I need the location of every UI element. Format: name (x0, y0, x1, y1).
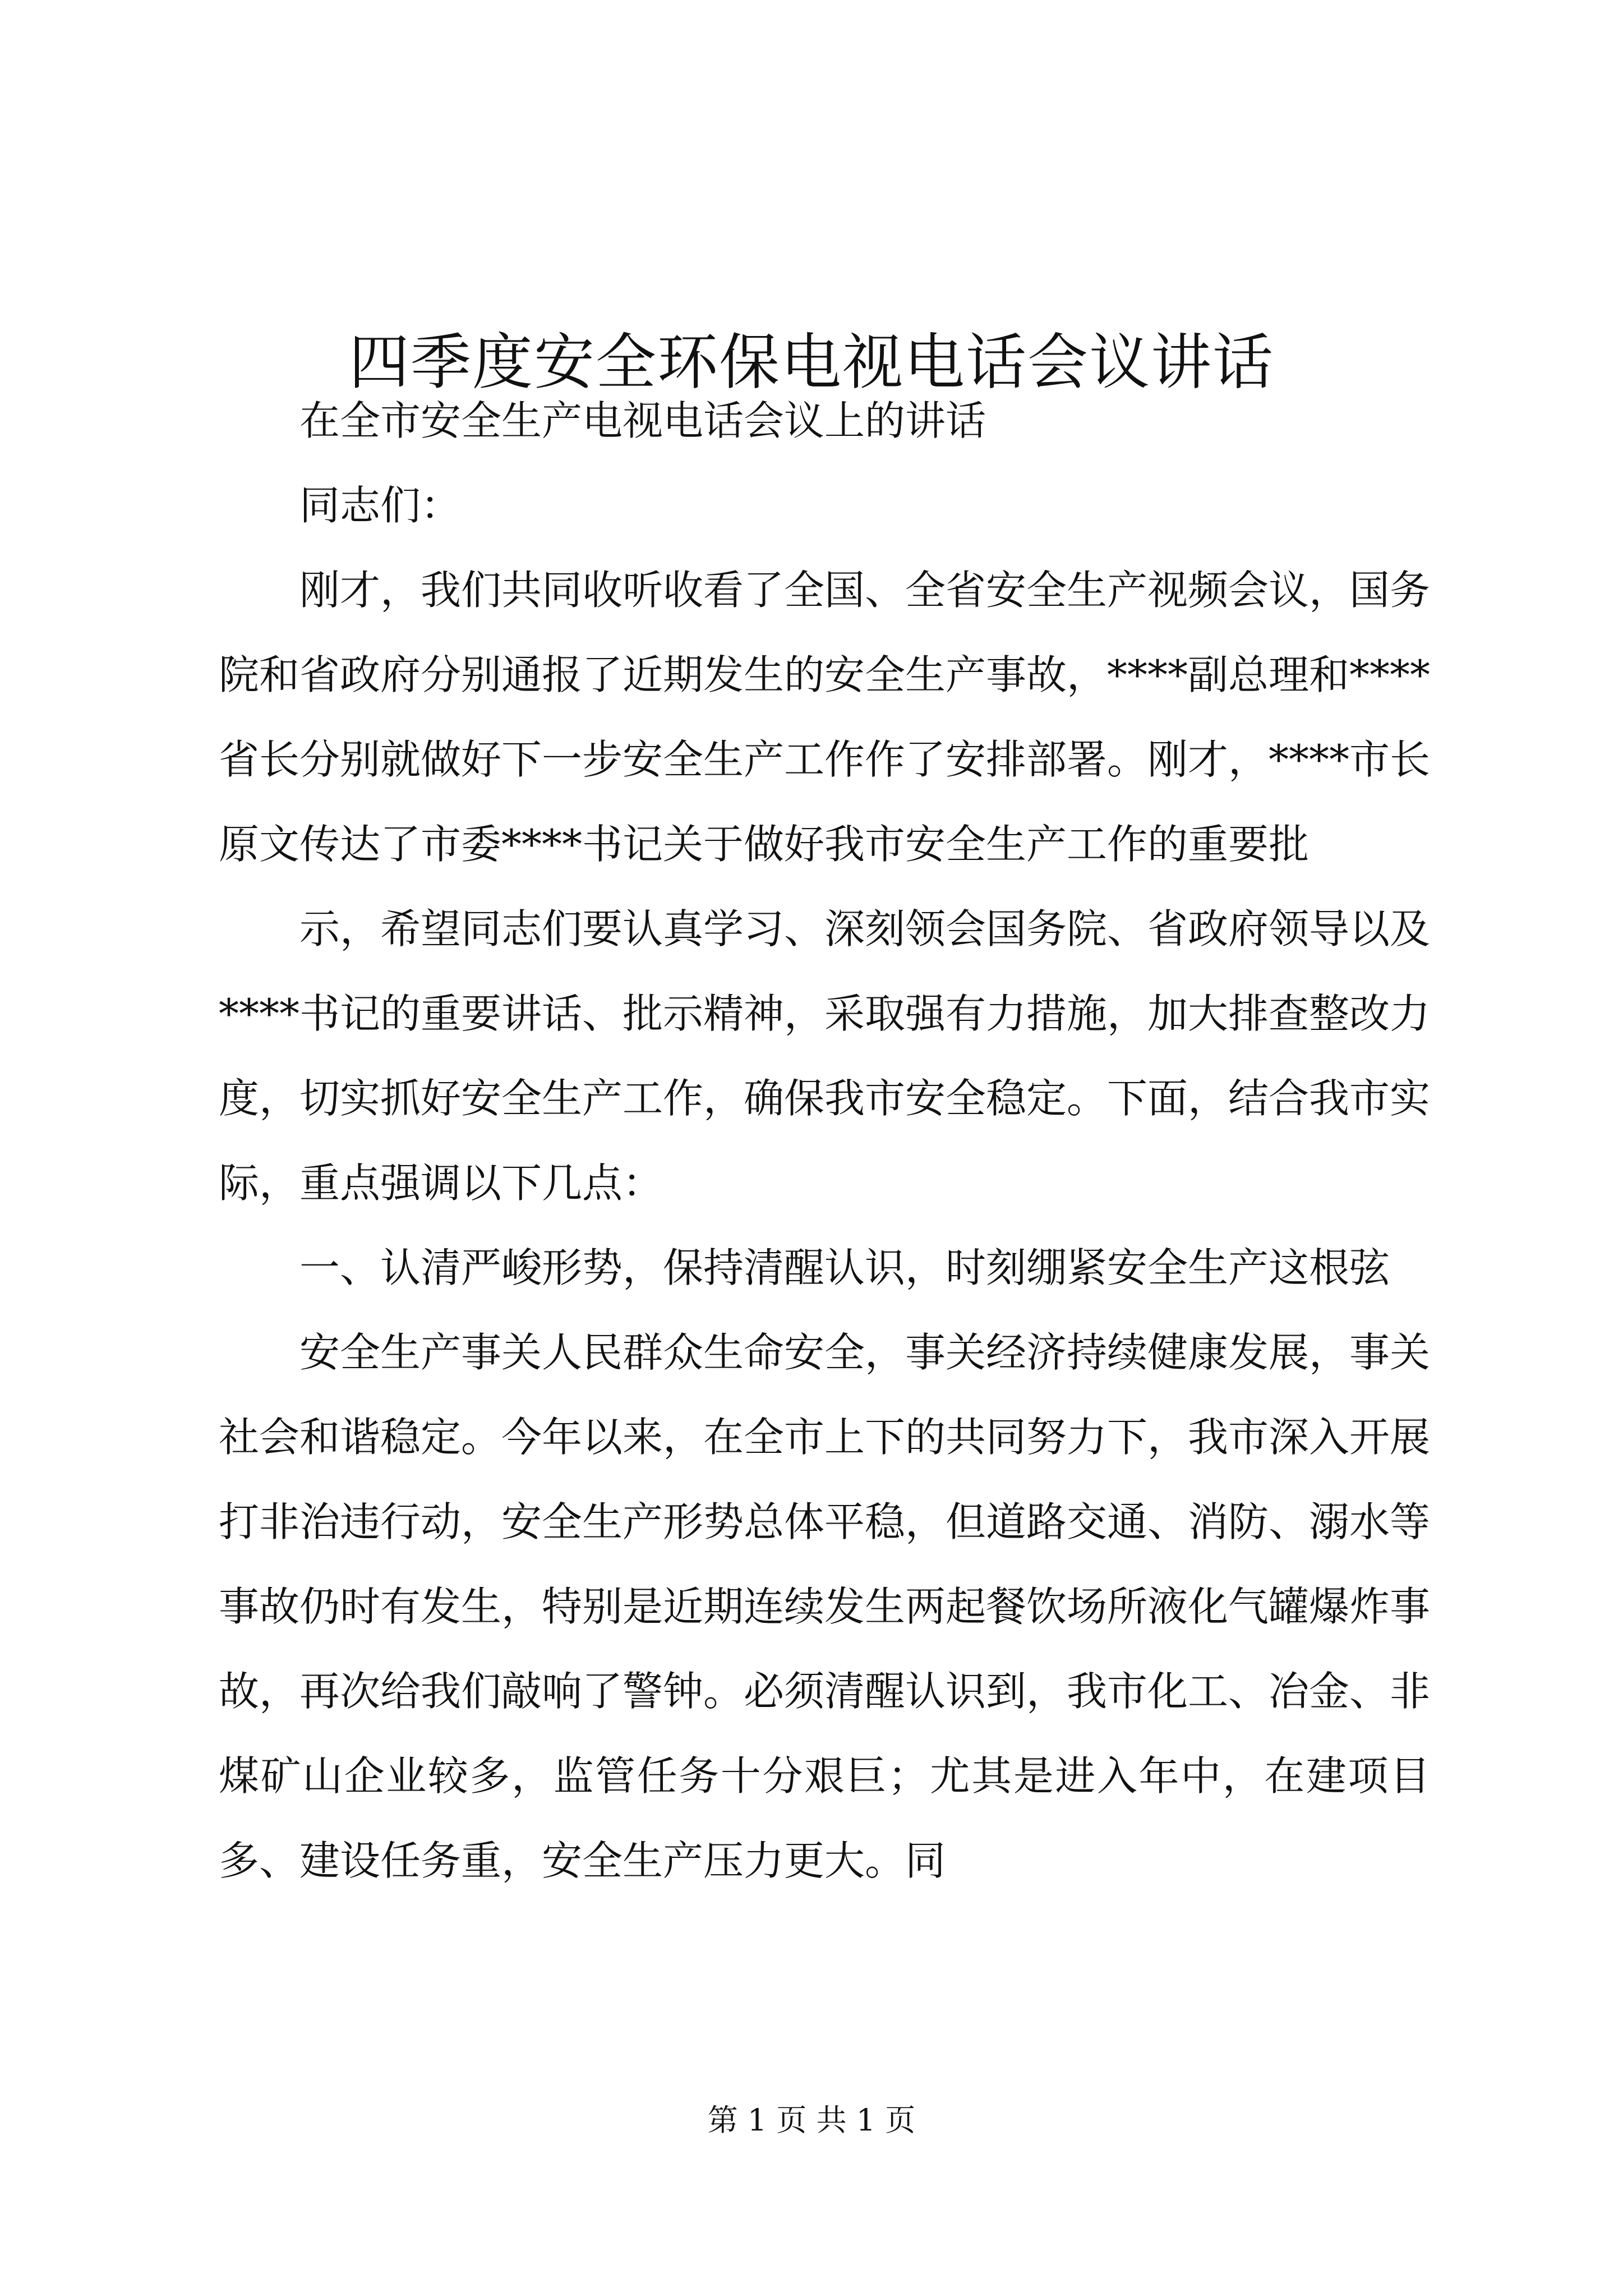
section-heading: 一、认清严峻形势，保持清醒认识，时刻绷紧安全生产这根弦 (299, 1244, 1390, 1291)
document-title: 四季度安全环保电视电话会议讲话 (348, 328, 1274, 398)
body-paragraph: 安全生产事关人民群众生命安全，事关经济持续健康发展，事关社会和谐稳定。今年以来，在全市上下的共同努力下，我市深入开展打非治违行动，安全生产形势总体平稳，但道路交通、消防、溺水等事故仍时有发生，特别是近期连续发生两起餐饮场所液化气罐爆炸事故，再次给我们敲响了警钟。必须清醒认识到，我市化工、冶金、非煤矿山企业较多，监管任务十分艰巨；尤其是进入年中，在建项目多、建设任务重，安全生产压力更大。同 (219, 1329, 1431, 1884)
body-paragraph: 示，希望同志们要认真学习、深刻领会国务院、省政府领导以及****书记的重要讲话、批示精神，采取强有力措施，加大排查整改力度，切实抓好安全生产工作，确保我市安全稳定。下面，结合我市实际，重点强调以下几点： (219, 905, 1431, 1207)
speech-subtitle: 在全市安全生产电视电话会议上的讲话 (299, 397, 986, 444)
page-footer: 第 1 页 共 1 页 (707, 2102, 916, 2138)
salutation: 同志们： (299, 482, 462, 529)
document-body (219, 379, 1430, 1903)
body-paragraph: 刚才，我们共同收听收看了全国、全省安全生产视频会议，国务院和省政府分别通报了近期发生的安全生产事故，****副总理和****省长分别就做好下一步安全生产工作作了安排部署。刚才，****市长原文传达了市委****书记关于做好我市安全生产工作的重要批 (219, 567, 1431, 868)
